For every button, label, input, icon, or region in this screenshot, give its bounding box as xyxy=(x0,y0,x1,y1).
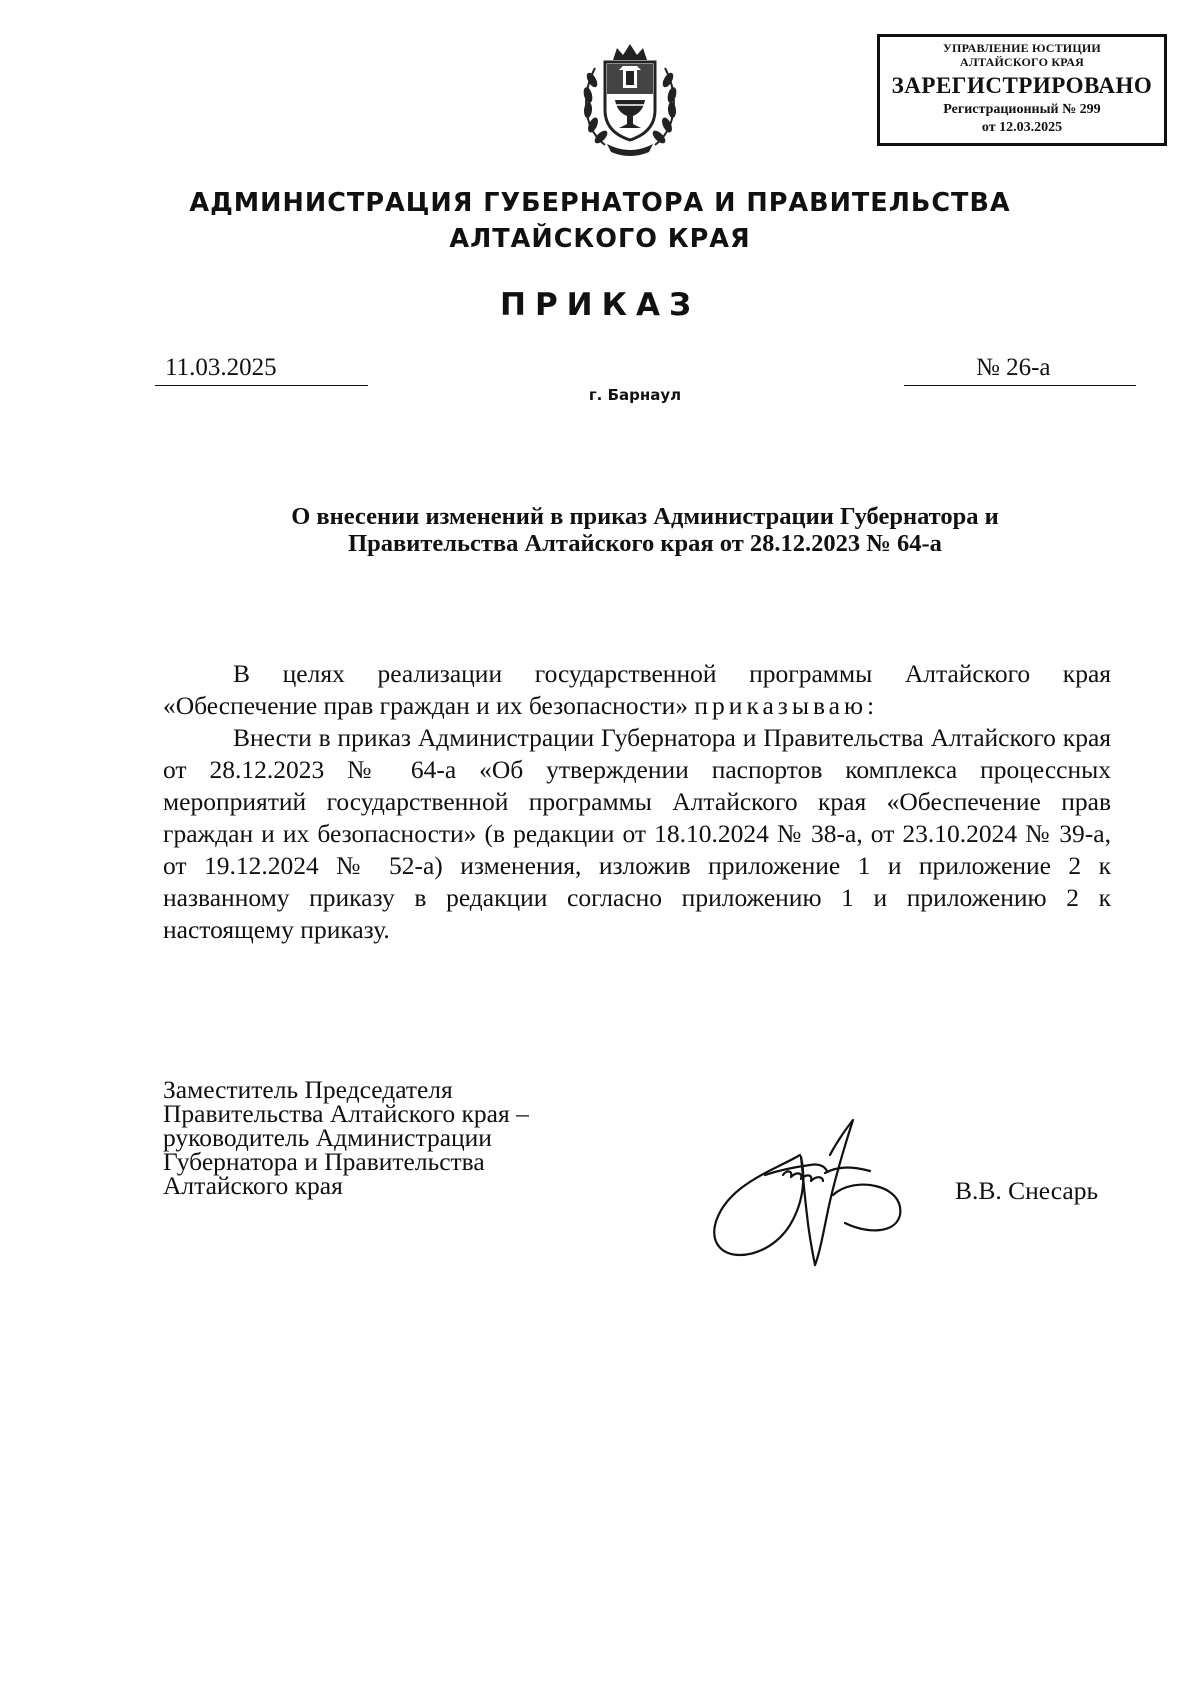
stamp-authority-line1: УПРАВЛЕНИЕ ЮСТИЦИИ xyxy=(943,41,1101,55)
signer-position-line1: Заместитель Председателя xyxy=(163,1075,453,1104)
signer-position-line3: руководитель Администрации xyxy=(163,1123,492,1152)
stamp-registered-label: ЗАРЕГИСТРИРОВАНО xyxy=(891,73,1153,98)
title-line2: Правительства Алтайского края от 28.12.2023 № 64-а xyxy=(348,530,942,557)
organization-line1: АДМИНИСТРАЦИЯ ГУБЕРНАТОРА И ПРАВИТЕЛЬСТВА xyxy=(189,188,1011,218)
preamble-text: В целях реализации государственной программы Алтайского края «Обеспечение прав граждан и их безопасности» xyxy=(163,659,1111,720)
order-keyword: приказываю: xyxy=(694,691,879,720)
organization-line2: АЛТАЙСКОГО КРАЯ xyxy=(449,224,751,254)
signer-position-line5: Алтайского края xyxy=(163,1171,343,1200)
stamp-authority-line2: АЛТАЙСКОГО КРАЯ xyxy=(960,55,1084,69)
document-type: ПРИКАЗ xyxy=(500,287,700,323)
issue-city: г. Барнаул xyxy=(588,386,682,404)
document-title xyxy=(140,503,1150,557)
stamp-registration-date: от 12.03.2025 xyxy=(981,120,1063,135)
signer-name: В.В. Снесарь xyxy=(955,1176,1099,1205)
order-number: № 26-а xyxy=(904,350,1136,386)
preamble-paragraph xyxy=(163,658,1111,722)
document-body xyxy=(163,658,1111,946)
handwritten-signature xyxy=(705,1115,915,1275)
resolution-paragraph: Внести в приказ Администрации Губернатора и Правительства Алтайского края от 28.12.2023 № 64-а «Об утверждении паспортов комплекса процессных мероприятий государственной программы Алтайского края «Обеспечение прав граждан и их безопасности» (в редакции от 18.10.2024 № 38-а, от 23.10.2024 № 39-а, от 19.12.2024 № 52-а) изменения, изложив приложение 1 и приложение 2 к названному приказу в редакции согласно приложению 1 и приложению 2 к настоящему приказу. xyxy=(163,723,1111,944)
registration-stamp xyxy=(877,34,1167,146)
stamp-registration-number: Регистрационный № 299 xyxy=(943,102,1101,117)
signer-position-line4: Губернатора и Правительства xyxy=(163,1147,485,1176)
coat-of-arms-icon xyxy=(575,40,685,160)
signer-position-line2: Правительства Алтайского края – xyxy=(163,1099,529,1128)
order-date: 11.03.2025 xyxy=(155,350,368,386)
title-line1: О внесении изменений в приказ Администрации Губернатора и xyxy=(291,503,999,530)
signer-position xyxy=(163,1075,529,1200)
organization-header xyxy=(0,185,1200,257)
